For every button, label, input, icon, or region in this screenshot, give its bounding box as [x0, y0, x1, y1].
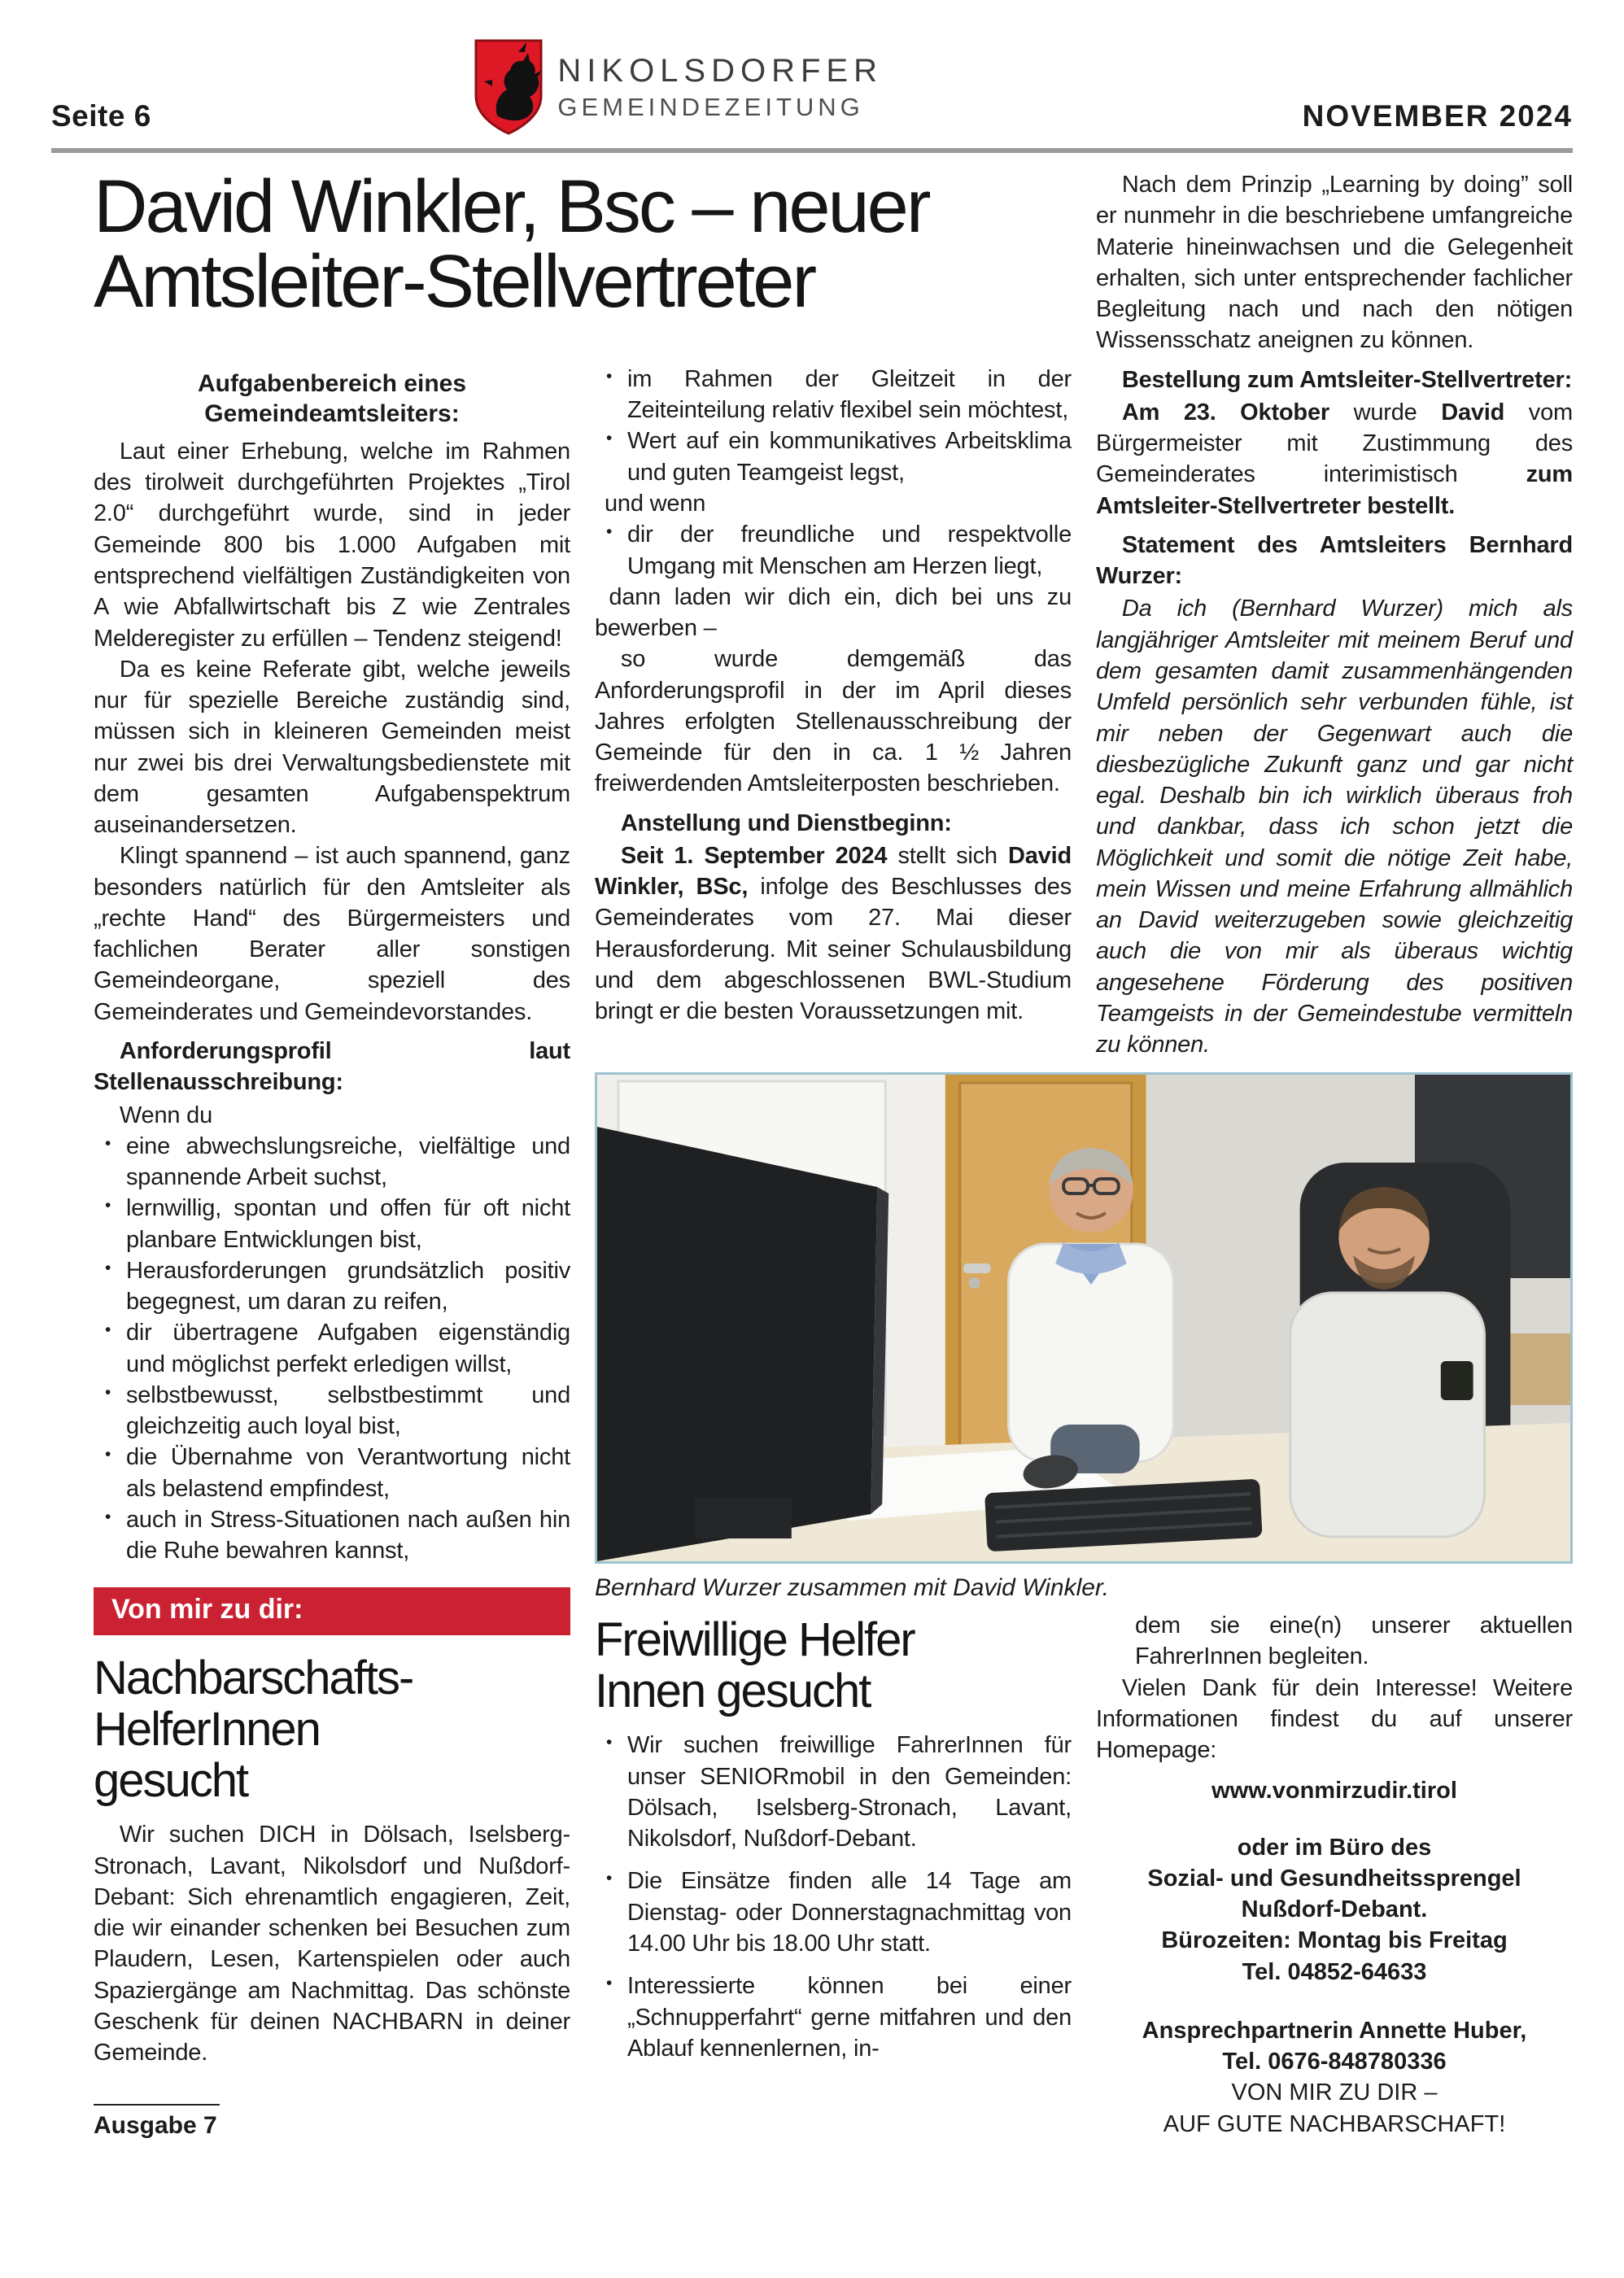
website: www.vonmirzudir.tirol: [1211, 1777, 1457, 1804]
page-number-label: Seite 6: [51, 99, 151, 133]
paragraph: Nach dem Prinzip „Learning by doing” soll er nunmehr in die beschriebene umfangreiche Materie hineinwachsen und die Gelegenheit erhalten, sich unter entsprechender fachlicher Begleitung nach und nach den nötigen Wissensschatz aneignen zu können.: [1096, 172, 1573, 354]
list-item: • Herausforderungen grundsätzlich positiv begegnest, um daran zu reifen,: [103, 1255, 570, 1318]
list-item: • Interessierte können bei einer „Schnupperfahrt“ gerne mitfahren und den Ablauf kennenlernen, in-: [605, 1970, 1072, 2064]
slogan-line2: AUF GUTE NACHBARSCHAFT!: [1163, 2110, 1506, 2137]
logo-text: [557, 53, 883, 122]
list-item: • im Rahmen der Gleitzeit in der Zeiteinteilung relativ flexibel sein möchtest,: [605, 364, 1072, 426]
header-rule: [51, 148, 1573, 153]
nachbarschafts-heading: Nachbarschafts- HelferInnen gesucht: [94, 1652, 413, 1807]
paragraph: Da es keine Referate gibt, welche jeweils nur für spezielle Bereiche zuständig sind, müssen sich in kleineren Gemeinden meist nur zwei bis drei Verwaltungsbedienstete mit dem gesamten Aufgabenspektrum auseinandersetzen.: [94, 656, 570, 839]
subhead-aufgabenbereich: Aufgabenbereich eines Gemeindeamtsleiters:: [197, 369, 467, 428]
article-grid: [94, 165, 1573, 2140]
page-footer: [94, 2104, 570, 2140]
list-item: • dir der freundliche und respektvolle Umgang mit Menschen am Herzen liegt,: [605, 519, 1072, 582]
subhead-bestellung: Bestellung zum Amtsleiter-Stellvertreter:: [1121, 366, 1573, 393]
list-item: • lernwillig, spontan und offen für oft nicht planbare Entwicklungen bist,: [103, 1193, 570, 1255]
conditions-list: [595, 364, 1072, 488]
subhead-statement: Statement des Amtsleiters Bernhard Wurzer:: [1096, 531, 1573, 590]
bold-date: Am 23. Oktober: [1121, 399, 1329, 425]
issue-label: Ausgabe 7: [94, 2112, 217, 2140]
masthead: [51, 47, 1573, 137]
paragraph: Laut einer Erhebung, welche im Rahmen des tirolweit durchgeführten Projektes „Tirol 2.0“ durchgeführt wurde, sind in jeder Gemeinde 800 bis 1.000 Aufgaben mit entsprechend vielfältigen Zuständigkeiten von A wie Abfallwirtschaft bis Z wie Zentrales Melderegister zu erfüllen – Tendenz steigend!: [94, 438, 570, 652]
right-column: [1096, 169, 1573, 1060]
subhead-anstellung: Anstellung und Dienstbeginn:: [620, 810, 952, 836]
bold-date: Seit 1. September 2024: [620, 842, 888, 869]
list-item: • eine abwechslungsreiche, vielfältige und spannende Arbeit suchst,: [103, 1131, 570, 1194]
monitor: [597, 1127, 888, 1561]
paragraph: so wurde demgemäß das Anforderungsprofil in der im April dieses Jahres erfolgten Stellenausschreibung der Gemeinde für den in ca. 1 ½ Jahren freiwerdenden Amtsleiterposten beschrieben.: [595, 646, 1072, 797]
list-item: • Die Einsätze finden alle 14 Tage am Dienstag- oder Donnerstagnachmittag von 14.00 Uhr bis 18.00 Uhr statt.: [605, 1866, 1072, 1959]
list-connector: und wenn: [605, 490, 706, 517]
bold-title: zum Amtsleiter-Stellvertreter bestellt.: [1096, 461, 1573, 519]
footer-rule: [94, 2104, 220, 2106]
bullet-continuation: dem sie eine(n) unserer aktuellen FahrerInnen begleiten.: [1135, 1612, 1573, 1670]
list-outro: dann laden wir dich ein, dich bei uns zu bewerben –: [595, 583, 1072, 642]
paragraph-mixed: Seit 1. September 2024 stellt sich David Winkler, BSc, infolge des Beschlusses des Gemeinderates vom 27. Mai dieser Herausforderung. Mit seiner Schulausbildung und dem abgeschlossenen BWL-Studium bringt er die besten Voraussetzungen mit.: [595, 842, 1072, 1025]
newspaper-logo: [473, 37, 883, 137]
list-item: • Wir suchen freiwillige FahrerInnen für unser SENIORmobil in den Gemeinden: Dölsach, Iselsberg-Stronach, Lavant, Nikolsdorf, Nußdorf-Debant.: [605, 1730, 1072, 1854]
bold-name: David Winkler, BSc,: [595, 842, 1072, 901]
requirements-list: [94, 1131, 570, 1567]
logo-subtitle: GEMEINDEZEITUNG: [557, 92, 864, 121]
article-title-line1: David Winkler, Bsc – neuer: [94, 165, 929, 248]
paragraph: Wir suchen DICH in Dölsach, Iselsberg-Stronach, Lavant, Nikolsdorf und Nußdorf-Debant: Sich ehrenamtlich engagieren, Zeit, die wir einander schenken bei Besuchen zum Plaudern, Lesen, Kartenspielen oder auch Spaziergänge am Nachmittag. Das schönste Geschenk für deinen NACHBARN in deiner Gemeinde.: [94, 1822, 570, 2066]
list-item: • die Übernahme von Verantwortung nicht als belastend empfindest,: [103, 1442, 570, 1504]
right-column-bottom: [1096, 1610, 1573, 2140]
slogan-line1: VON MIR ZU DIR –: [1231, 2079, 1438, 2106]
list-item: • dir übertragene Aufgaben eigenständig und möglichst perfekt erledigen willst,: [103, 1317, 570, 1380]
middle-column-top: [595, 364, 1072, 1028]
bold-name: David: [1441, 399, 1505, 425]
paragraph: Klingt spannend – ist auch spannend, ganz besonders natürlich für den Amtsleiter als „rechte Hand“ des Bürgermeisters und fachlichen Berater aller sonstigen Gemeindeorgane, speziell des Gemeinderates und Gemeindevorstandes.: [94, 843, 570, 1025]
article-title-line2: Amtsleiter-Stellvertreter: [94, 240, 815, 323]
photo-caption: Bernhard Wurzer zusammen mit David Winkler.: [595, 1573, 1110, 1601]
subhead-anforderungsprofil: Anforderungsprofil laut Stellenausschreibung:: [94, 1037, 570, 1096]
issue-date: NOVEMBER 2024: [1302, 99, 1573, 133]
paragraph: Vielen Dank für dein Interesse! Weitere Informationen findest du auf unserer Homepage:: [1096, 1674, 1573, 1764]
statement-paragraph: Da ich (Bernhard Wurzer) mich als langjähriger Amtsleiter mit meinem Beruf und dem gesamten damit zusammenhängenden Umfeld persönlich sehr verbunden fühle, ist mir neben der Gegenwart auch die diesbezügliche Zukunft ganz und gar nicht egal. Deshalb bin ich wirklich überaus froh und dankbar, dass ich schon jetzt die Möglichkeit und somit die nötige Zeit habe, mein Wissen und meine Erfahrung allmählich an David weiterzugeben sowie gleichzeitig auch die von mir als überaus wichtig angesehene Förderung des positiven Teamgeists in der Gemeindestube vermitteln zu können.: [1096, 596, 1573, 1058]
von-mir-zu-dir-banner: Von mir zu dir:: [94, 1587, 570, 1635]
middle-column-bottom: [595, 1610, 1072, 2064]
freiwillige-list: [595, 1730, 1072, 2064]
conditions-list-2: [595, 519, 1072, 582]
paragraph-mixed: Am 23. Oktober wurde David vom Bürgermeister mit Zustimmung des Gemeinderates interimistisch zum Amtsleiter-Stellvertreter bestellt.: [1096, 399, 1573, 519]
list-intro: Wenn du: [119, 1102, 213, 1128]
left-column: [94, 364, 570, 2141]
office-info: oder im Büro des Sozial- und Gesundheitssprengel Nußdorf-Debant. Bürozeiten: Montag bis Freitag Tel. 04852-64633: [1147, 1834, 1521, 1985]
contact-info: Ansprechpartnerin Annette Huber, Tel. 0676-848780336 VON MIR ZU DIR – AUF GUTE NACHBARSCHAFT!: [1096, 2015, 1573, 2140]
list-item: • Wert auf ein kommunikatives Arbeitsklima und guten Teamgeist legst,: [605, 425, 1072, 488]
crest-shield-icon: [473, 37, 544, 137]
logo-title: NIKOLSDORFER: [557, 52, 883, 89]
article-title: [94, 165, 1072, 323]
freiwillige-heading: Freiwillige Helfer Innen gesucht: [595, 1613, 915, 1717]
list-item: • selbstbewusst, selbstbestimmt und gleichzeitig auch loyal bist,: [103, 1380, 570, 1442]
list-item: • auch in Stress-Situationen nach außen hin die Ruhe bewahren kannst,: [103, 1504, 570, 1567]
office-photo: [595, 1072, 1573, 1564]
